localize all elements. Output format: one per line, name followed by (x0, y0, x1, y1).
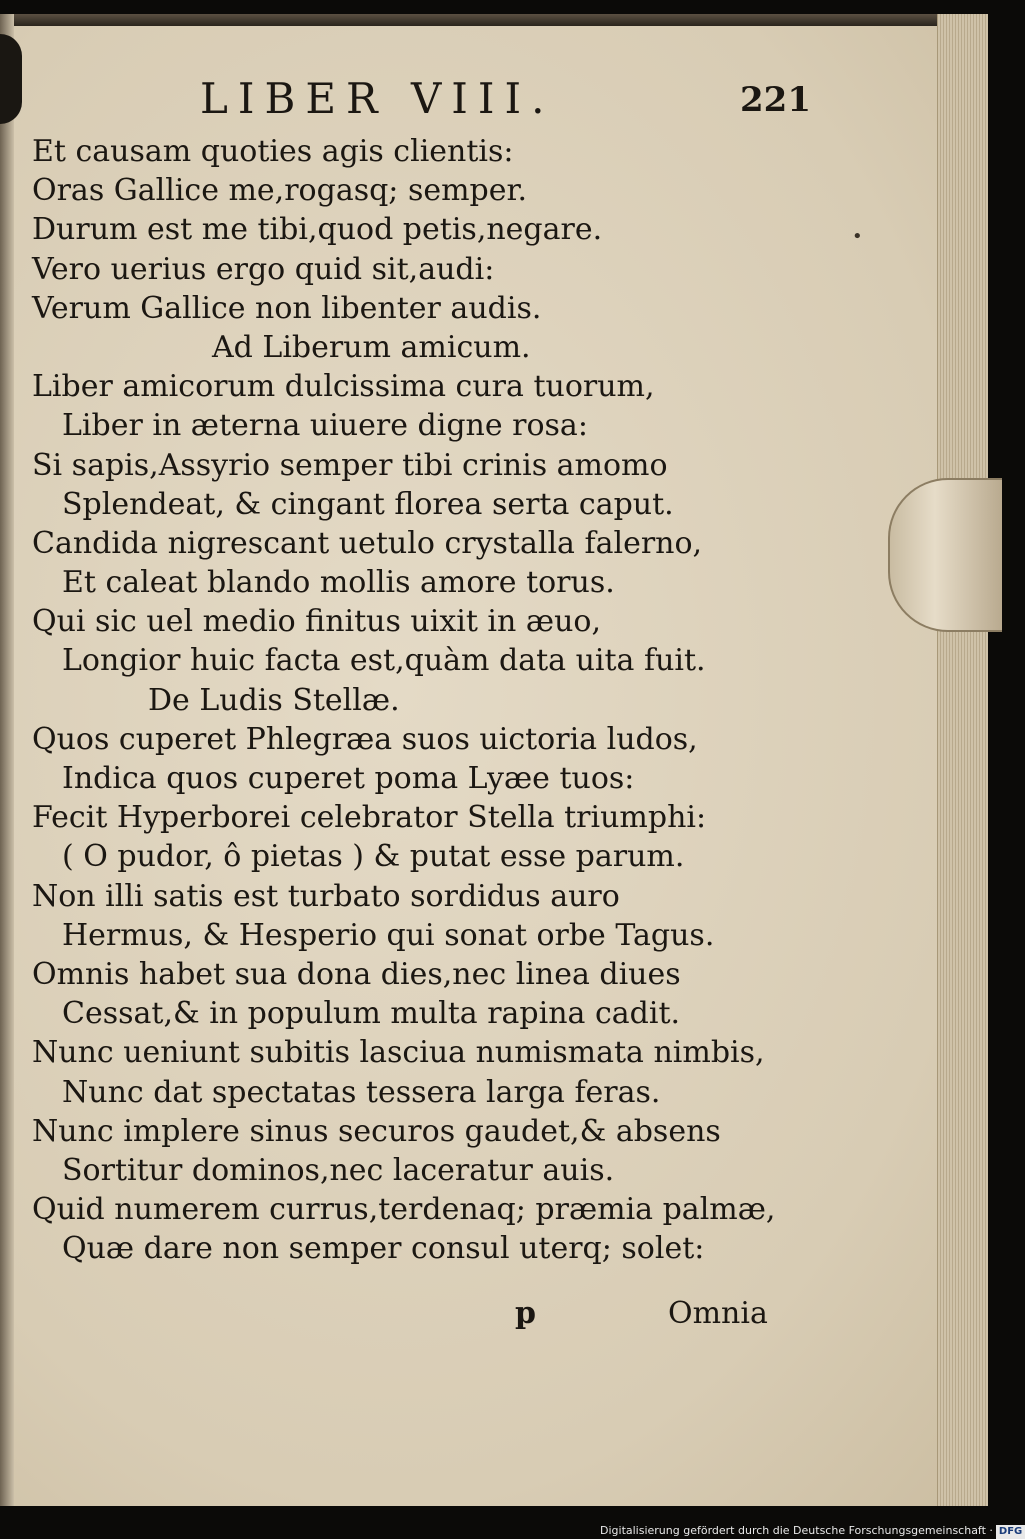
catchword: Omnia (668, 1296, 768, 1331)
digitization-credit (600, 1522, 1023, 1539)
verse-line: Quos cuperet Phlegræa suos uictoria ludos, (32, 721, 698, 757)
verse-line: Quæ dare non semper consul uterq; solet: (62, 1231, 705, 1267)
verse-line: Candida nigrescant uetulo crystalla falerno, (32, 525, 703, 561)
verse-line: Nunc implere sinus securos gaudet,& absens (32, 1113, 721, 1149)
page-fore-edge (937, 14, 988, 1506)
verse-line: Liber amicorum dulcissima cura tuorum, (32, 369, 655, 405)
verse-line: Indica quos cuperet poma Lyæe tuos: (62, 761, 635, 796)
top-edge (0, 14, 988, 26)
page-footer (0, 1296, 900, 1346)
poem-title: Ad Liberum amicum. (212, 329, 531, 365)
verse-line: Vero uerius ergo quid sit,audi: (32, 251, 495, 287)
verse-line: Nunc ueniunt subitis lasciua numismata nimbis, (32, 1035, 765, 1071)
running-head (0, 74, 988, 124)
verse-line: Liber in æterna uiuere digne rosa: (62, 408, 588, 444)
verse-line: Sortitur dominos,nec laceratur auis. (62, 1152, 615, 1188)
verse-line: Cessat,& in populum multa rapina cadit. (62, 996, 681, 1032)
dfg-logo: DFG (996, 1525, 1025, 1539)
verse-line: Fecit Hyperborei celebrator Stella triumphi: (32, 800, 707, 836)
poem-title: De Ludis Stellæ. (148, 682, 400, 718)
page-number: 221 (740, 80, 811, 120)
verse-line: Splendeat, & cingant florea serta caput. (62, 486, 674, 522)
verse-line: Longior huic facta est,quàm data uita fuit. (62, 643, 706, 679)
verse-line: Nunc dat spectatas tessera larga feras. (62, 1074, 661, 1110)
verse-line: Qui sic uel medio finitus uixit in æuo, (32, 604, 602, 640)
verse-line: ( O pudor, ô pietas ) & putat esse parum. (62, 839, 685, 875)
verse-line: Verum Gallice non libenter audis. (32, 290, 542, 326)
book-clasp (888, 478, 1002, 632)
verse-line: Et causam quoties agis clientis: (32, 134, 514, 169)
text-block (0, 132, 900, 1268)
verse-line: Omnis habet sua dona dies,nec linea diues (32, 956, 681, 992)
verse-line: Hermus, & Hesperio qui sonat orbe Tagus. (62, 917, 715, 953)
verse-line: Non illi satis est turbato sordidus auro (32, 878, 620, 914)
verse-line: Oras Gallice me,rogasq; semper. (32, 173, 528, 209)
credit-text: Digitalisierung gefördert durch die Deutsche Forschungsgemeinschaft · (600, 1524, 993, 1537)
verse-line: Et caleat blando mollis amore torus. (62, 565, 615, 601)
verse-line: Durum est me tibi,quod petis,negare. (32, 212, 603, 248)
signature-mark: p (515, 1296, 536, 1331)
running-head-title: LIBER VIII. (200, 74, 555, 123)
book-page (0, 14, 988, 1506)
verse-line: Si sapis,Assyrio semper tibi crinis amomo (32, 447, 668, 483)
ink-dot: • (852, 226, 863, 247)
verse-line: Quid numerem currus,terdenaq; præmia palmæ, (32, 1192, 776, 1228)
